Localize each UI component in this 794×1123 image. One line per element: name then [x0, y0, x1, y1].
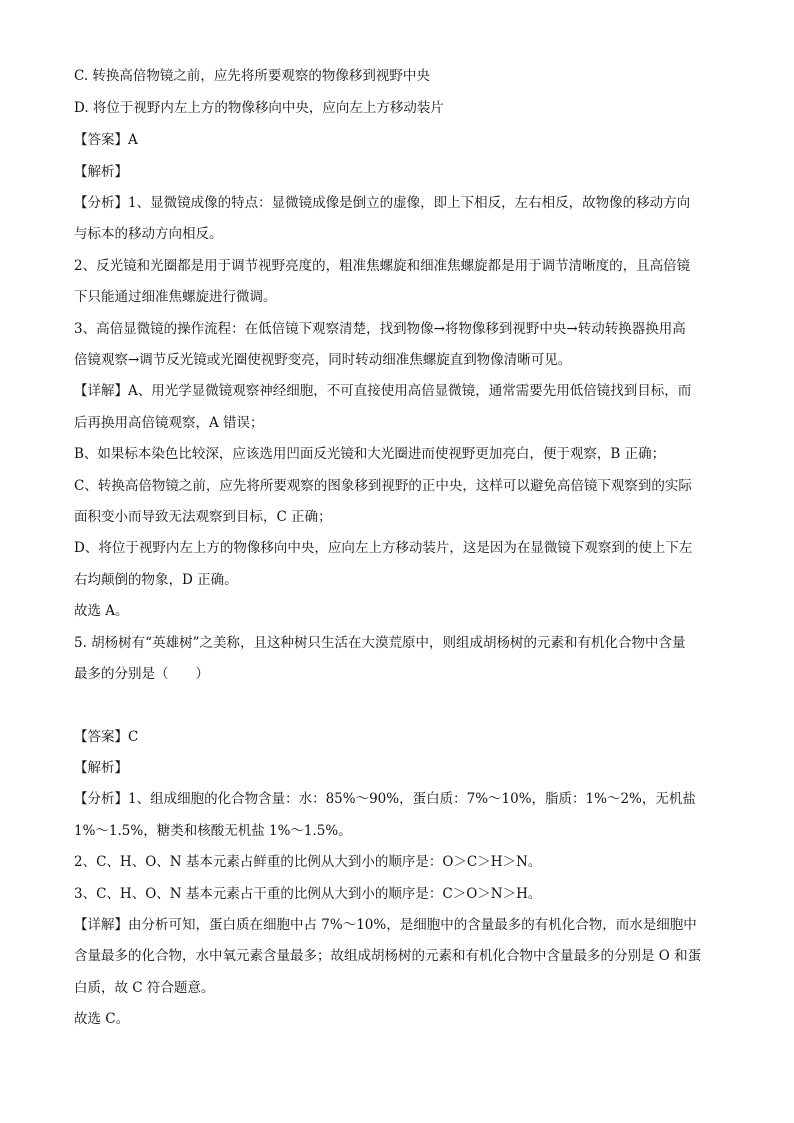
detail-line: 含量最多的化合物，水中氧元素含量最多；故组成胡杨树的元素和有机化合物中含量最多的分别是 O 和蛋 — [74, 948, 702, 964]
choice-statement: 故选 C。 — [74, 1011, 130, 1027]
detail-line: D、将位于视野内左上方的物像移向中央，应向左上方移动装片，这是因为在显微镜下观察到的使上下左 — [74, 540, 693, 556]
analysis-line: 与标本的移动方向相反。 — [74, 226, 223, 242]
detail-line: 【详解】A、用光学显微镜观察神经细胞，不可直接使用高倍显微镜，通常需要先用低倍镜找到目标，而 — [74, 383, 692, 399]
analysis-line: 倍镜观察→调节反光镜或光圈使视野变亮，同时转动细准焦螺旋直到物像清晰可见。 — [74, 352, 572, 368]
analysis-line: 【分析】1、显微镜成像的特点：显微镜成像是倒立的虚像，即上下相反，左右相反，故物像的移动方向 — [74, 195, 691, 211]
detail-line: 右均颠倒的物象，D 正确。 — [74, 572, 238, 588]
analysis-line: 1%～1.5%，糖类和核酸无机盐 1%～1.5%。 — [74, 823, 352, 839]
analysis-line: 3、高倍显微镜的操作流程：在低倍镜下观察清楚，找到物像→将物像移到视野中央→转动转换器换用高 — [74, 321, 686, 337]
option-d-text: D. 将位于视野内左上方的物像移向中央，应向左上方移动装片 — [74, 100, 444, 116]
analysis-heading: 【解析】 — [74, 164, 128, 180]
answer-label: 【答案】A — [74, 132, 138, 148]
analysis-line: 3、C、H、O、N 基本元素占干重的比例从大到小的顺序是：C＞O＞N＞H。 — [74, 886, 542, 902]
detail-line: 后再换用高倍镜观察，A 错误； — [74, 415, 264, 431]
analysis-line: 【分析】1、组成细胞的化合物含量：水：85%～90%，蛋白质：7%～10%，脂质：1%～2%，无机盐 — [74, 791, 696, 807]
question-5-text: 5. 胡杨树有“英雄树”之美称，且这种树只生活在大漠荒原中，则组成胡杨树的元素和有机化合物中含量 — [74, 635, 686, 651]
detail-line: B、如果标本染色比较深，应该选用凹面反光镜和大光圈进而使视野更加亮白，便于观察，B 正确； — [74, 446, 666, 462]
detail-line: 【详解】由分析可知，蛋白质在细胞中占 7%～10%，是细胞中的含量最多的有机化合物，而水是细胞中 — [74, 917, 697, 933]
analysis-heading: 【解析】 — [74, 760, 128, 776]
detail-line: 白质，故 C 符合题意。 — [74, 980, 215, 996]
detail-line: 面积变小而导致无法观察到目标，C 正确； — [74, 509, 332, 525]
option-c-text: C. 转换高倍物镜之前，应先将所要观察的物像移到视野中央 — [74, 68, 430, 84]
question-5-text: 最多的分别是（ ） — [74, 666, 209, 682]
analysis-line: 2、C、H、O、N 基本元素占鲜重的比例从大到小的顺序是：O＞C＞H＞N。 — [74, 854, 542, 870]
detail-line: C、转换高倍物镜之前，应先将所要观察的图象移到视野的正中央，这样可以避免高倍镜下观察到的实际 — [74, 478, 692, 494]
answer-label: 【答案】C — [74, 729, 139, 745]
choice-statement: 故选 A。 — [74, 603, 129, 619]
analysis-line: 下只能通过细准焦螺旋进行微调。 — [74, 289, 277, 305]
analysis-line: 2、反光镜和光圈都是用于调节视野亮度的，粗准焦螺旋和细准焦螺旋都是用于调节清晰度的，且高倍镜 — [74, 258, 691, 274]
